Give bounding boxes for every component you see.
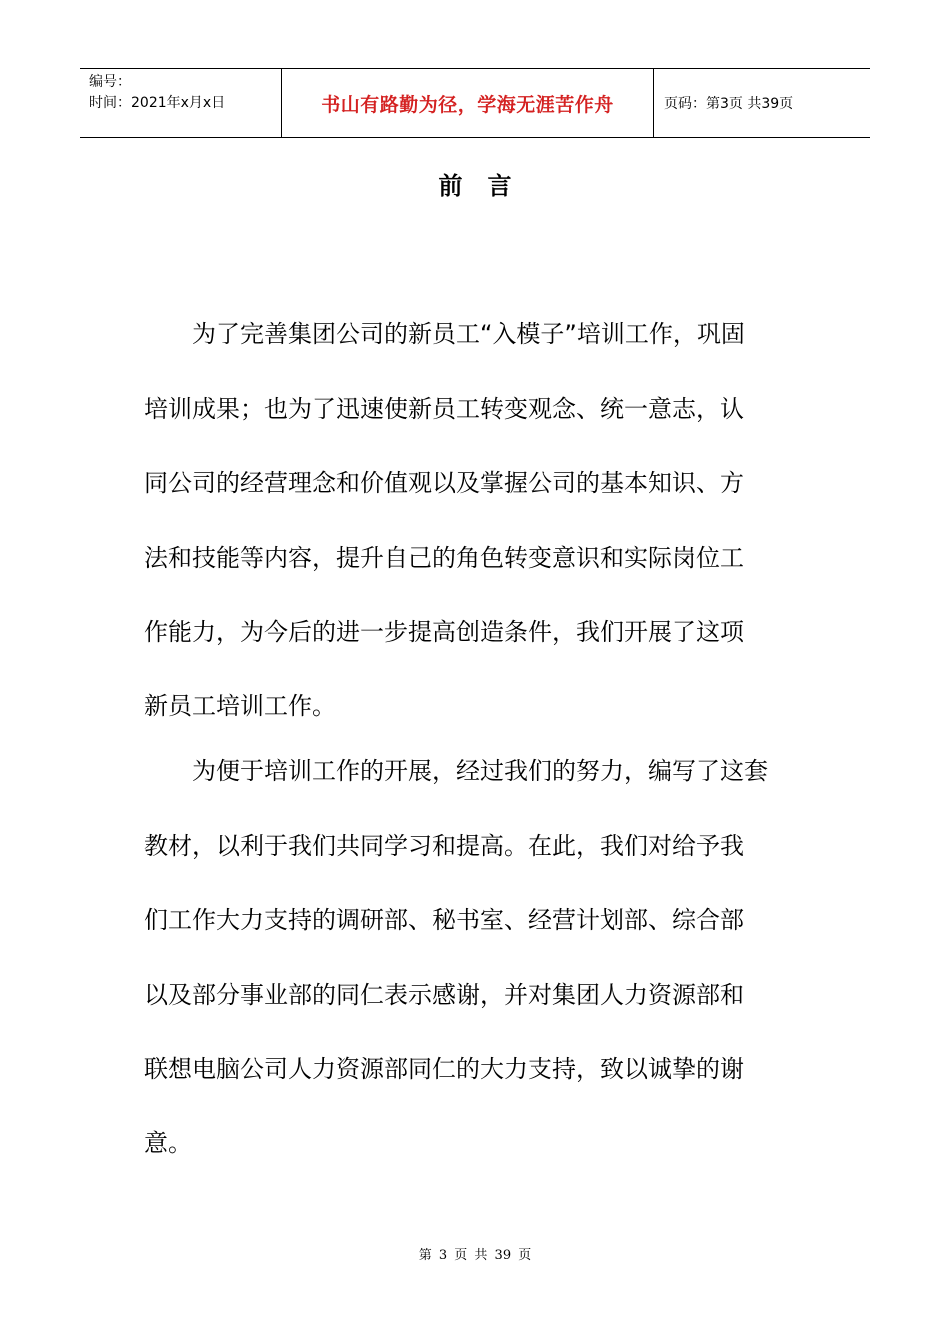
paragraph-1-line-5: 作能力，为今后的进一步提高创造条件，我们开展了这项 bbox=[144, 618, 744, 646]
paragraph-2-line-3: 们工作大力支持的调研部、秘书室、经营计划部、综合部 bbox=[144, 906, 744, 934]
paragraph-2-line-4: 以及部分事业部的同仁表示感谢，并对集团人力资源部和 bbox=[144, 981, 744, 1009]
paragraph-1-line-2: 培训成果；也为了迅速使新员工转变观念、统一意志，认 bbox=[144, 395, 744, 423]
header-page-info: 页码：第3页 共39页 bbox=[664, 96, 794, 112]
paragraph-2-line-6: 意。 bbox=[144, 1129, 192, 1157]
paragraph-2-line-5: 联想电脑公司人力资源部同仁的大力支持，致以诚挚的谢 bbox=[144, 1055, 744, 1083]
paragraph-1-line-1: 为了完善集团公司的新员工“入模子”培训工作，巩固 bbox=[144, 320, 745, 348]
document-header bbox=[80, 68, 870, 138]
page-footer: 第 3 页 共 39 页 bbox=[418, 1248, 532, 1263]
header-meta-cell bbox=[80, 69, 282, 137]
document-date-label: 时间：2021年x月x日 bbox=[89, 95, 226, 111]
paragraph-1-line-3: 同公司的经营理念和价值观以及掌握公司的基本知识、方 bbox=[144, 469, 744, 497]
paragraph-1-line-4: 法和技能等内容，提升自己的角色转变意识和实际岗位工 bbox=[144, 544, 744, 572]
header-page-cell bbox=[654, 69, 870, 137]
paragraph-2-line-1: 为便于培训工作的开展，经过我们的努力，编写了这套 bbox=[144, 757, 768, 785]
paragraph-2-line-2: 教材，以利于我们共同学习和提高。在此，我们对给予我 bbox=[144, 832, 744, 860]
header-motto: 书山有路勤为径，学海无涯苦作舟 bbox=[321, 93, 614, 116]
document-number-label: 编号： bbox=[89, 74, 131, 90]
page-title: 前 言 bbox=[438, 172, 512, 200]
header-motto-cell bbox=[282, 69, 654, 137]
paragraph-1-line-6: 新员工培训工作。 bbox=[144, 692, 336, 720]
